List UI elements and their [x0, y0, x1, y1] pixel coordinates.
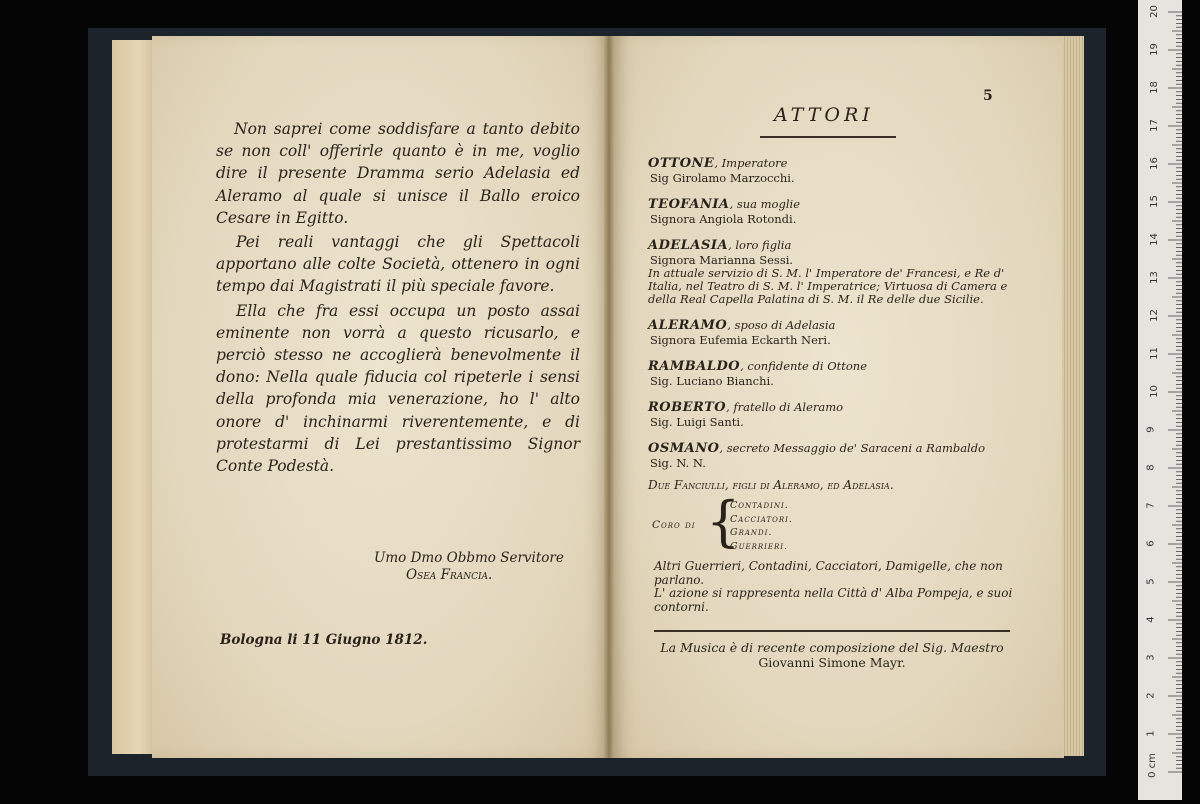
- brace-icon: {: [706, 490, 741, 553]
- ruler-number: 5: [1145, 578, 1157, 585]
- cast-title: ATTORI: [774, 104, 874, 126]
- ruler-number: 17: [1148, 119, 1160, 132]
- ruler-number: 7: [1145, 502, 1157, 509]
- ruler-unit-label: 0 cm: [1146, 753, 1158, 778]
- ruler-number: 8: [1145, 464, 1157, 471]
- measurement-ruler: [1138, 0, 1182, 800]
- music-credit-line2: Giovanni Simone Mayr.: [758, 655, 906, 670]
- music-credit-line1: La Musica è di recente composizione del Sig. Maestro: [660, 640, 1004, 655]
- right-page-stack-edge: [1062, 36, 1084, 756]
- cast-list: [648, 156, 1018, 492]
- ruler-number: 20: [1148, 5, 1160, 18]
- ruler-number: 6: [1145, 540, 1157, 547]
- chorus-list: [730, 499, 793, 553]
- singer-name: Signora Eufemia Eckarth Neri.: [650, 333, 831, 347]
- cast-entry-osmano: [648, 441, 1018, 470]
- singer-name: Sig. Luciano Bianchi.: [650, 374, 774, 388]
- ruler-number: 1: [1145, 730, 1157, 737]
- signature-name: Osea Francia.: [406, 567, 493, 583]
- role-desc: , secreto Messaggio de' Saraceni a Rambaldo: [719, 441, 986, 455]
- chorus-item: Cacciatori.: [730, 513, 793, 525]
- cast-entry-ottone: [648, 156, 1018, 185]
- role-desc: , fratello di Aleramo: [726, 400, 844, 414]
- chorus-item: Contadini.: [730, 500, 789, 511]
- page-number: 5: [983, 88, 993, 104]
- chorus-block: [652, 490, 992, 557]
- ruler-number: 4: [1145, 616, 1157, 623]
- role-desc: , sposo di Adelasia: [727, 318, 836, 332]
- children-line: Due Fanciulli, figli di Aleramo, ed Adelasia.: [648, 478, 894, 492]
- role-desc: , confidente di Ottone: [740, 359, 868, 373]
- role-name: TEOFANIA: [648, 197, 730, 212]
- dedication-paragraph-3: Ella che fra essi occupa un posto assai eminente non vorrà a questo ricusarlo, e perciò stesso ne accoglierà benevolmente il dono: Nella quale fiducia col ripeterle i sensi della profonda mia venerazione, ho l' alto onore d' inchinarmi riverentemente, e di protestarmi di Lei prestantissimo Signor Conte Podestà.: [216, 301, 580, 476]
- chorus-item: Guerrieri.: [730, 540, 789, 552]
- signature-title: Umo Dmo Obbmo Servitore: [374, 550, 564, 566]
- dedication-text: [216, 118, 580, 479]
- role-desc: , Imperatore: [714, 156, 788, 170]
- ruler-number: 9: [1145, 426, 1157, 433]
- role-name: RAMBALDO: [648, 359, 741, 374]
- extras-block: [654, 560, 1016, 614]
- ruler-number: 2: [1145, 692, 1157, 699]
- ruler-number: 15: [1148, 195, 1160, 208]
- cast-entry-adelasia: [648, 238, 1018, 306]
- ruler-number: 13: [1148, 271, 1160, 284]
- ruler-ticks: [1138, 0, 1182, 800]
- bottom-rule: [654, 630, 1010, 632]
- ruler-number: 14: [1148, 233, 1160, 246]
- role-name: ALERAMO: [648, 318, 728, 333]
- dedication-paragraph-2: Pei reali vantaggi che gli Spettacoli apportano alle colte Società, ottenero in ogni tempo dai Magistrati il più speciale favore.: [216, 233, 580, 296]
- ruler-number: 16: [1148, 157, 1160, 170]
- cast-entry-aleramo: [648, 318, 1018, 347]
- ruler-number: 12: [1148, 309, 1160, 322]
- setting-line: L' azione si rappresenta nella Città d' Alba Pompeja, e suoi contorni.: [654, 586, 1013, 614]
- singer-name: Sig. N. N.: [650, 456, 706, 470]
- ruler-number: 3: [1145, 654, 1157, 661]
- cast-entry-rambaldo: [648, 359, 1018, 388]
- chorus-item: Grandi.: [730, 527, 773, 538]
- dedication-paragraph-1: Non saprei come soddisfare a tanto debito se non coll' offerirle quanto è in me, voglio dire il presente Dramma serio Adelasia ed Aleramo al quale si unisce il Ballo eroico Cesare in Egitto.: [216, 120, 580, 227]
- role-desc: , loro figlia: [728, 238, 792, 252]
- role-name: ROBERTO: [648, 400, 727, 415]
- place-date: Bologna li 11 Giugno 1812.: [220, 632, 428, 648]
- ruler-number: 11: [1148, 347, 1160, 360]
- extras-line: Altri Guerrieri, Contadini, Cacciatori, Damigelle, che non parlano.: [654, 559, 1003, 587]
- ruler-number: 10: [1148, 385, 1160, 398]
- chorus-label: Coro di: [652, 519, 696, 531]
- singer-name: Sig. Luigi Santi.: [650, 415, 744, 429]
- role-name: OSMANO: [648, 441, 720, 456]
- role-name: ADELASIA: [648, 238, 729, 253]
- title-rule: [760, 136, 896, 138]
- role-desc: , sua moglie: [729, 197, 800, 211]
- role-name: OTTONE: [648, 156, 715, 171]
- cast-entry-roberto: [648, 400, 1018, 429]
- music-credit: [654, 640, 1010, 670]
- ruler-number: 18: [1148, 81, 1160, 94]
- signature-block: [374, 550, 564, 584]
- singer-name: Signora Marianna Sessi.: [650, 253, 794, 267]
- singer-name: Sig Girolamo Marzocchi.: [650, 171, 795, 185]
- singer-note: In attuale servizio di S. M. l' Imperatore de' Francesi, e Re d' Italia, nel Teatro di S. M. l' Imperatrice; Virtuosa di Camera e della Real Capella Palatina di S. M. il Re delle due Sicilie.: [648, 266, 1008, 306]
- ruler-number: 19: [1148, 43, 1160, 56]
- cast-entry-teofania: [648, 197, 1018, 226]
- singer-name: Signora Angiola Rotondi.: [650, 212, 797, 226]
- book-gutter: [604, 36, 614, 758]
